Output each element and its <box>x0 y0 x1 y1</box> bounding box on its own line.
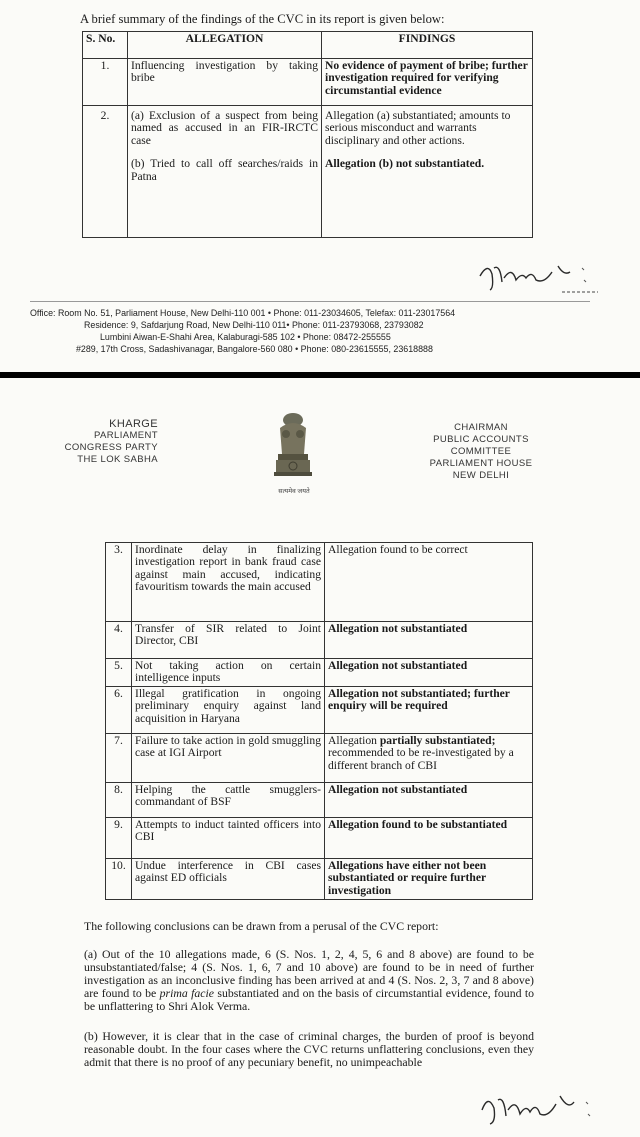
row-allegation: Not taking action on certain intelligence inputs <box>132 659 325 687</box>
table-row <box>83 59 533 106</box>
header-sno: S. No. <box>83 32 128 59</box>
conclusion-para-b: (b) However, it is clear that in the case of criminal charges, the burden of proof is beyond reasonable doubt. In the four cases where the CVC returns unflattering conclusions, even they admit that there is no proof of any pecuniary benefit, no unimpeachable <box>84 1029 534 1069</box>
conclusion-intro: The following conclusions can be drawn from a perusal of the CVC report: <box>84 919 439 933</box>
row-allegation <box>128 106 322 238</box>
document-page-2 <box>0 378 640 1137</box>
table-row <box>106 817 533 858</box>
row-allegation: Undue interference in CBI cases against ED officials <box>132 858 325 899</box>
row-finding: Allegation not substantiated <box>325 622 533 659</box>
emblem-caption: सत्यमेव जयते <box>278 488 310 495</box>
header-allegation: ALLEGATION <box>128 32 322 59</box>
allegation-b: (b) Tried to call off searches/raids in Patna <box>131 157 318 183</box>
letterhead-line: CHAIRMAN <box>454 422 508 433</box>
header-findings: FINDINGS <box>322 32 533 59</box>
letterhead-left <box>62 418 158 466</box>
letterhead-line: THE LOK SABHA <box>77 454 158 465</box>
finding-b: Allegation (b) not substantiated. <box>325 157 485 171</box>
footer-divider <box>30 301 590 302</box>
finding-prefix: Allegation <box>328 733 380 747</box>
row-number: 4. <box>106 622 132 659</box>
letterhead-name: KHARGE <box>109 418 158 430</box>
row-finding: Allegations have either not been substantiated or require further investigation <box>325 858 533 899</box>
conclusion-para-a <box>84 948 534 1013</box>
finding-bold: partially substantiated; <box>379 733 496 747</box>
table-row <box>83 106 533 238</box>
letterhead-line: PARLIAMENT <box>93 430 158 441</box>
row-finding: Allegation not substantiated <box>325 782 533 817</box>
row-number: 5. <box>106 659 132 687</box>
row-allegation: Inordinate delay in finalizing investigation report in bank fraud case against main accused, indicating favouritism towards the main accused <box>132 543 325 622</box>
footer-residence: Residence: 9, Safdarjung Road, New Delhi-110 011• Phone: 011-23793068, 23793082 <box>84 320 424 330</box>
para-a-italic: prima facie <box>159 986 215 1000</box>
row-number: 7. <box>106 733 132 782</box>
letterhead-line: PARLIAMENT HOUSE <box>429 458 533 469</box>
letterhead-line: CONGRESS PARTY <box>64 442 158 453</box>
para-a-text-end: substantiated and on the basis of circumstantial evidence, found to be unflattering to Shri Alok Verma. <box>84 986 535 1013</box>
row-number: 3. <box>106 543 132 622</box>
footer-bangalore: #289, 17th Cross, Sadashivanagar, Bangalore-560 080 • Phone: 080-23615555, 23618888 <box>76 344 433 354</box>
row-finding <box>322 106 533 238</box>
row-number: 10. <box>106 858 132 899</box>
national-emblem <box>268 410 318 486</box>
allegation-a: (a) Exclusion of a suspect from being named as accused in an FIR-IRCTC case <box>131 109 318 147</box>
row-finding: Allegation not substantiated; further enquiry will be required <box>325 686 533 733</box>
row-allegation: Helping the cattle smugglers-commandant of BSF <box>132 782 325 817</box>
letterhead-line: NEW DELHI <box>452 470 510 481</box>
row-finding: Allegation found to be substantiated <box>325 817 533 858</box>
row-number: 6. <box>106 686 132 733</box>
finding-suffix: recommended to be re-investigated by a different branch of CBI <box>328 746 514 772</box>
table-row <box>106 782 533 817</box>
row-number: 2. <box>83 106 128 238</box>
row-finding: Allegation not substantiated <box>325 659 533 687</box>
table-row <box>106 622 533 659</box>
row-allegation: Illegal gratification in ongoing preliminary enquiry against land acquisition in Haryana <box>132 686 325 733</box>
intro-text: A brief summary of the findings of the CVC in its report is given below: <box>80 12 445 26</box>
letterhead-right <box>404 422 558 482</box>
findings-table-1 <box>82 31 533 238</box>
row-allegation: Transfer of SIR related to Joint Director, CBI <box>132 622 325 659</box>
row-finding: No evidence of payment of bribe; further investigation required for verifying circumstantial evidence <box>322 59 533 106</box>
para-a-text: (a) Out of the 10 allegations made, 6 (S. Nos. 1, 2, 4, 5, 6 and 8 above) are found to be unsubstantiated/false; 4 (S. Nos. 1, 6, 7 and 10 above) are found to be in need of further investigation as an inconclusive finding has been arrived at and 4 (S. Nos. 2, 3, 7 and 8 above) are found to be <box>84 947 534 1000</box>
table-row <box>106 543 533 622</box>
document-page-1 <box>0 0 640 372</box>
table-header-row <box>83 32 533 59</box>
table-row <box>106 659 533 687</box>
row-finding <box>325 733 533 782</box>
row-allegation: Influencing investigation by taking bribe <box>128 59 322 106</box>
signature-2 <box>472 1086 602 1132</box>
table-row <box>106 686 533 733</box>
row-number: 8. <box>106 782 132 817</box>
signature-1 <box>470 254 600 300</box>
row-finding: Allegation found to be correct <box>325 543 533 622</box>
row-number: 1. <box>83 59 128 106</box>
row-allegation: Failure to take action in gold smuggling case at IGI Airport <box>132 733 325 782</box>
table-row <box>106 858 533 899</box>
footer-office: Office: Room No. 51, Parliament House, New Delhi-110 001 • Phone: 011-23034605, Telefax: 011-23017564 <box>30 308 456 318</box>
footer-kalaburagi: Lumbini Aiwan-E-Shahi Area, Kalaburagi-585 102 • Phone: 08472-255555 <box>100 332 391 342</box>
row-number: 9. <box>106 817 132 858</box>
letterhead-line: PUBLIC ACCOUNTS COMMITTEE <box>433 434 529 457</box>
table-row <box>106 733 533 782</box>
findings-table-2 <box>105 542 533 900</box>
row-allegation: Attempts to induct tainted officers into CBI <box>132 817 325 858</box>
finding-a: Allegation (a) substantiated; amounts to serious misconduct and warrants disciplinary and other actions. <box>325 109 511 147</box>
